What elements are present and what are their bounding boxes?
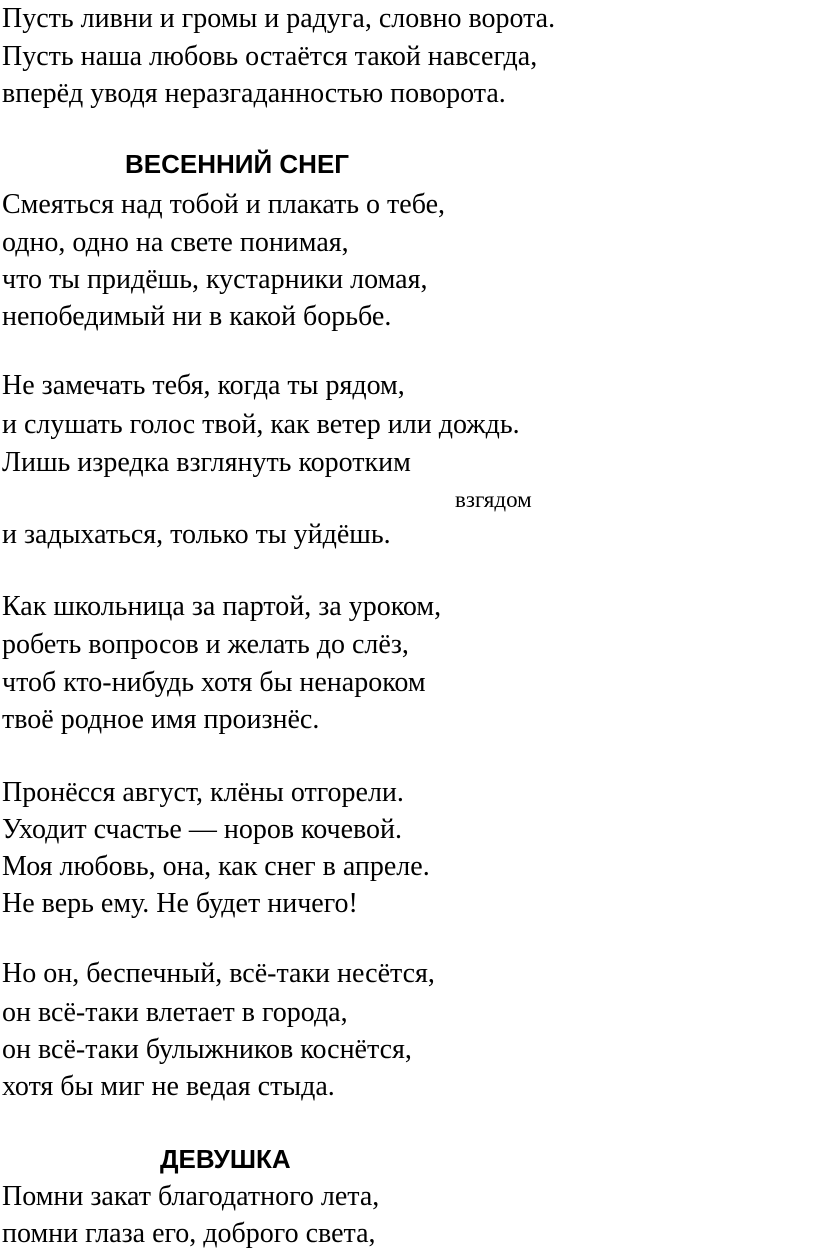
poem-line: Пронёсся август, клёны отгорели. — [2, 777, 404, 808]
poem-line: помни глаза его, доброго света, — [2, 1218, 376, 1249]
poem-line: он всё-таки булыжников коснётся, — [2, 1034, 412, 1065]
poem-title-girl: ДЕВУШКА — [160, 1144, 291, 1174]
poem-line: и задыхаться, только ты уйдёшь. — [2, 519, 391, 550]
poem-line: робеть вопросов и желать до слёз, — [2, 629, 409, 660]
poem-line: Не верь ему. Не будет ничего! — [2, 888, 358, 919]
poem-line: хотя бы миг не ведая стыда. — [2, 1071, 335, 1102]
poem-title-spring-snow: ВЕСЕННИЙ СНЕГ — [125, 149, 350, 179]
poem-line: твоё родное имя произнёс. — [2, 704, 320, 735]
poem-line: Но он, беспечный, всё-таки несётся, — [2, 958, 435, 989]
poem-line: чтоб кто-нибудь хотя бы ненароком — [2, 667, 426, 698]
poem-line: Пусть ливни и громы и радуга, словно ворота. — [2, 3, 556, 34]
poem-line: одно, одно на свете понимая, — [2, 227, 349, 258]
poem-line: Уходит счастье — норов кочевой. — [2, 814, 403, 845]
poem-line-continuation: взгядом — [455, 487, 532, 512]
poem-line: непобедимый ни в какой борьбе. — [2, 301, 392, 332]
poem-line: что ты придёшь, кустарники ломая, — [2, 264, 428, 295]
poem-line: он всё-таки влетает в города, — [2, 997, 348, 1028]
poem-line: Как школьница за партой, за уроком, — [2, 591, 442, 622]
poem-line: Лишь изредка взглянуть коротким — [2, 447, 411, 478]
poem-line: Помни закат благодатного лета, — [2, 1181, 380, 1212]
poem-line: Пусть наша любовь остаётся такой навсегда, — [2, 41, 538, 72]
poem-line: Моя любовь, она, как снег в апреле. — [2, 851, 430, 882]
poem-line: и слушать голос твой, как ветер или дождь. — [2, 409, 520, 440]
poem-line: Не замечать тебя, когда ты рядом, — [2, 370, 405, 401]
poem-line: вперёд уводя неразгаданностью поворота. — [2, 78, 506, 109]
poem-line: Смеяться над тобой и плакать о тебе, — [2, 189, 445, 220]
